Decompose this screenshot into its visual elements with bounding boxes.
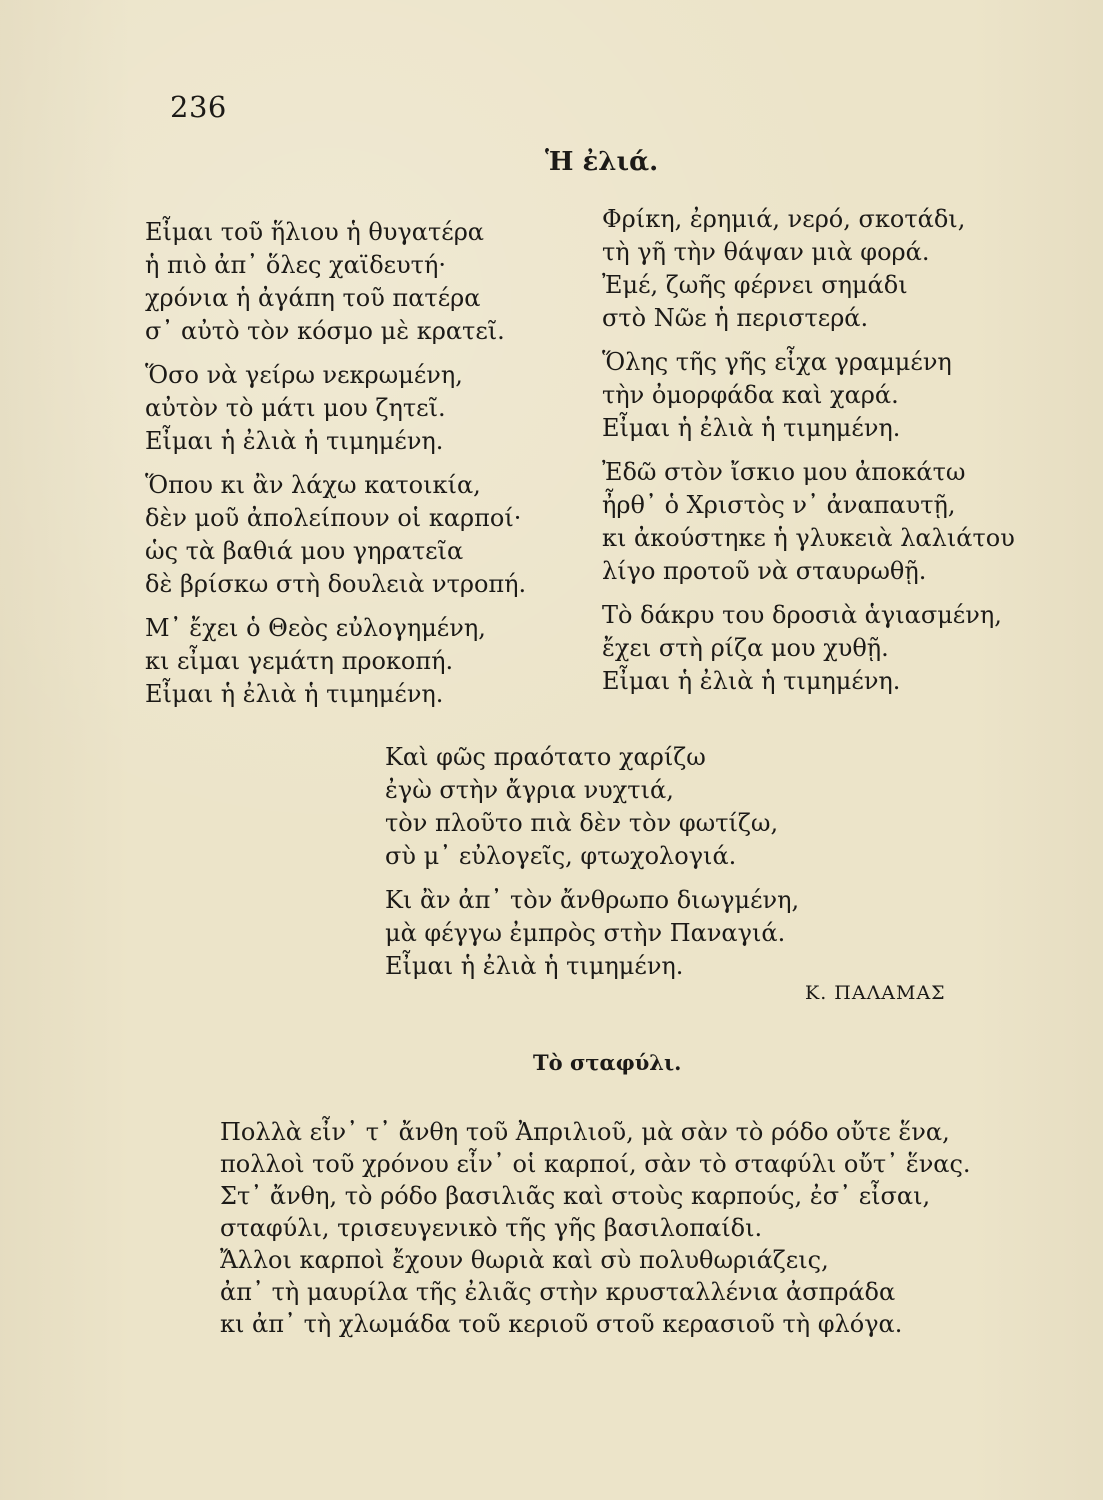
poem-line: κι ἀκούστηκε ἡ γλυκειὰ λαλιάτου xyxy=(602,524,1015,552)
poem-line: Κι ἂν ἀπ᾽ τὸν ἄνθρωπο διωγμένη, xyxy=(385,886,800,914)
page-number: 236 xyxy=(170,90,227,124)
poem-line: στὸ Νῶε ἡ περιστερά. xyxy=(602,304,869,332)
poem-line: χρόνια ἡ ἀγάπη τοῦ πατέρα xyxy=(145,284,481,312)
poem-line: δὲ βρίσκω στὴ δουλειὰ ντροπή. xyxy=(145,570,527,598)
poem-line: ἡ πιὸ ἀπ᾽ ὅλες χαϊδευτή· xyxy=(145,251,446,279)
poem-line: Ὅπου κι ἂν λάχω κατοικία, xyxy=(145,471,481,499)
prose-line: Πολλὰ εἶν᾽ τ᾽ ἄνθη τοῦ Ἀπριλιοῦ, μὰ σὰν τὸ ρόδο οὔτε ἕνα, xyxy=(220,1118,950,1146)
poem-line: ἦρθ᾽ ὁ Χριστὸς ν᾽ ἀναπαυτῇ, xyxy=(602,491,956,519)
section-title: Τὸ σταφύλι. xyxy=(533,1050,682,1075)
poem-line: ὡς τὰ βαθιά μου γηρατεῖα xyxy=(145,537,464,565)
poem-line: Εἶμαι τοῦ ἥλιου ἡ θυγατέρα xyxy=(145,218,485,246)
poem-line: αὐτὸν τὸ μάτι μου ζητεῖ. xyxy=(145,394,446,422)
prose-line: Ἄλλοι καρποὶ ἔχουν θωριὰ καὶ σὺ πολυθωριάζεις, xyxy=(220,1246,829,1274)
poem-line: σ᾽ αὐτὸ τὸν κόσμο μὲ κρατεῖ. xyxy=(145,317,505,345)
poem-line: μὰ φέγγω ἐμπρὸς στὴν Παναγιά. xyxy=(385,919,786,947)
poem-line: Τὸ δάκρυ του δροσιὰ ἁγιασμένη, xyxy=(602,601,1002,629)
stanza xyxy=(145,469,600,601)
poem-line: τὴ γῆ τὴν θάψαν μιὰ φορά. xyxy=(602,238,930,266)
poem-line: Ἐμέ, ζωῆς φέρνει σημάδι xyxy=(602,271,908,299)
stanza xyxy=(145,359,600,458)
prose-line: ἀπ᾽ τὴ μαυρίλα τῆς ἐλιᾶς στὴν κρυσταλλένια ἀσπράδα xyxy=(220,1278,896,1306)
poem-line: σὺ μ᾽ εὐλογεῖς, φτωχολογιά. xyxy=(385,842,737,870)
prose-line: κι ἀπ᾽ τὴ χλωμάδα τοῦ κεριοῦ στοῦ κερασιοῦ τὴ φλόγα. xyxy=(220,1310,903,1338)
poem-line: δὲν μοῦ ἀπολείπουν οἱ καρποί· xyxy=(145,504,522,532)
left-poem-column xyxy=(145,216,600,722)
right-poem-column xyxy=(602,203,1057,709)
stanza xyxy=(385,884,885,983)
stanza xyxy=(602,346,1057,445)
stanza xyxy=(145,612,600,711)
poem-line: Εἶμαι ἡ ἐλιὰ ἡ τιμημένη. xyxy=(602,667,901,695)
poem-line: ἔχει στὴ ρίζα μου χυθῇ. xyxy=(602,634,889,662)
poem-line: Εἶμαι ἡ ἐλιὰ ἡ τιμημένη. xyxy=(145,427,444,455)
poem-line: λίγο προτοῦ νὰ σταυρωθῇ. xyxy=(602,557,927,585)
prose-line: πολλοὶ τοῦ χρόνου εἶν᾽ οἱ καρποί, σὰν τὸ σταφύλι οὔτ᾽ ἕνας. xyxy=(220,1150,971,1178)
poem-line: Φρίκη, ἐρημιά, νερό, σκοτάδι, xyxy=(602,205,966,233)
prose-line: σταφύλι, τρισευγενικὸ τῆς γῆς βασιλοπαίδι. xyxy=(220,1214,763,1242)
poem-line: Ὅσο νὰ γείρω νεκρωμένη, xyxy=(145,361,463,389)
stanza xyxy=(602,203,1057,335)
poem-line: Καὶ φῶς πραότατο χαρίζω xyxy=(385,743,706,771)
stanza xyxy=(145,216,600,348)
prose-line: Στ᾽ ἄνθη, τὸ ρόδο βασιλιᾶς καὶ στοὺς καρπούς, ἐσ᾽ εἶσαι, xyxy=(220,1182,931,1210)
stanza xyxy=(602,456,1057,588)
poem-line: Μ᾽ ἔχει ὁ Θεὸς εὐλογημένη, xyxy=(145,614,486,642)
poem-line: Εἶμαι ἡ ἐλιὰ ἡ τιμημένη. xyxy=(602,414,901,442)
poem-line: Ἐδῶ στὸν ἴσκιο μου ἀποκάτω xyxy=(602,458,966,486)
poem-line: Εἶμαι ἡ ἐλιὰ ἡ τιμημένη. xyxy=(145,680,444,708)
author-signature: Κ. ΠΑΛΑΜΑΣ xyxy=(805,982,946,1004)
stanza xyxy=(385,741,885,873)
poem-title: Ἡ ἐλιά. xyxy=(545,147,659,177)
poem-line: Εἶμαι ἡ ἐλιὰ ἡ τιμημένη. xyxy=(385,952,684,980)
poem-line: Ὅλης τῆς γῆς εἶχα γραμμένη xyxy=(602,348,952,376)
stanza xyxy=(602,599,1057,698)
poem-line: τὴν ὀμορφάδα καὶ χαρά. xyxy=(602,381,899,409)
prose-block xyxy=(220,1116,1100,1340)
poem-line: κι εἶμαι γεμάτη προκοπή. xyxy=(145,647,454,675)
poem-line: ἐγὼ στὴν ἄγρια νυχτιά, xyxy=(385,776,674,804)
poem-line: τὸν πλοῦτο πιὰ δὲν τὸν φωτίζω, xyxy=(385,809,779,837)
center-poem-block xyxy=(385,741,885,994)
